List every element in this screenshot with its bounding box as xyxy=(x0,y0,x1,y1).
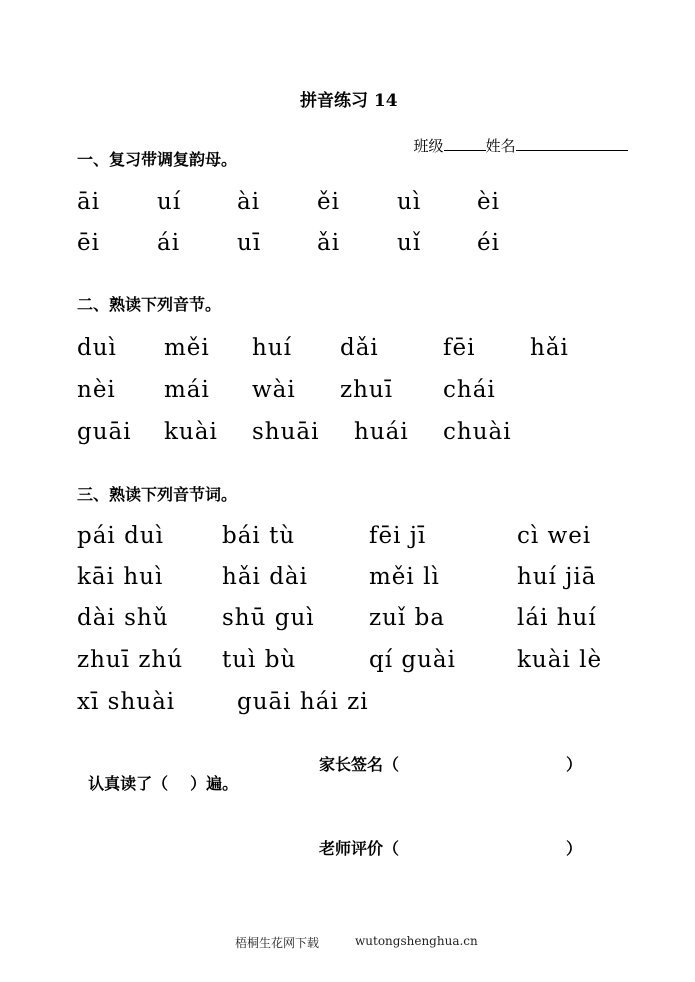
class-blank[interactable] xyxy=(444,136,486,151)
watermark-site-name: 梧桐生花网下载 xyxy=(235,936,320,950)
class-label: 班级 xyxy=(413,137,444,155)
read-count-suffix: ）遍。 xyxy=(190,774,239,793)
syllable-item: nèi xyxy=(77,377,116,403)
read-count-prefix: 认真读了（ xyxy=(88,774,169,793)
word-item: lái huí xyxy=(517,605,597,631)
word-item: měi lì xyxy=(369,564,440,590)
word-item: shū guì xyxy=(222,605,315,631)
pinyin-item: uí xyxy=(157,189,182,215)
pinyin-item: uì xyxy=(397,189,422,215)
parent-signature-close: ） xyxy=(566,755,583,774)
pinyin-item: āi xyxy=(77,189,101,215)
word-item: kāi huì xyxy=(77,564,164,590)
syllable-item: chuài xyxy=(443,419,512,445)
name-label: 姓名 xyxy=(485,137,516,155)
pinyin-item: èi xyxy=(477,189,500,215)
syllable-item: chái xyxy=(443,377,496,403)
word-item: xī shuài xyxy=(77,689,176,715)
syllable-item: měi xyxy=(164,335,210,361)
word-item: zhuī zhú xyxy=(77,647,184,673)
pinyin-item: ēi xyxy=(77,230,100,256)
word-item: tuì bù xyxy=(222,647,297,673)
syllable-item: huí xyxy=(252,335,292,361)
page-title: 拼音练习 14 xyxy=(300,91,398,111)
syllable-item: hǎi xyxy=(530,335,569,361)
syllable-item: duì xyxy=(77,335,117,361)
word-item: guāi hái zi xyxy=(237,689,369,715)
teacher-evaluation-close: ） xyxy=(566,839,583,858)
section3-heading: 三、熟读下列音节词。 xyxy=(77,485,238,504)
word-item: qí guài xyxy=(369,647,456,673)
word-item: hǎi dài xyxy=(222,564,308,590)
syllable-item: wài xyxy=(252,377,296,403)
word-item: kuài lè xyxy=(517,647,603,673)
syllable-item: fēi xyxy=(443,335,476,361)
pinyin-item: ěi xyxy=(317,189,340,215)
parent-signature-label: 家长签名（ xyxy=(319,755,400,774)
word-item: cì wei xyxy=(517,523,592,549)
pinyin-item: uǐ xyxy=(397,230,422,256)
syllable-item: dǎi xyxy=(340,335,379,361)
read-count-field[interactable] xyxy=(77,752,238,794)
teacher-evaluation-blank[interactable] xyxy=(410,834,570,856)
word-item: zuǐ ba xyxy=(369,605,446,631)
name-blank[interactable] xyxy=(516,136,628,151)
syllable-item: shuāi xyxy=(252,419,320,445)
syllable-item: zhuī xyxy=(340,377,394,403)
syllable-item: huái xyxy=(354,419,409,445)
syllable-item: mái xyxy=(164,377,210,403)
parent-signature-blank[interactable] xyxy=(410,750,570,772)
student-info xyxy=(404,117,628,156)
pinyin-item: ái xyxy=(157,230,181,256)
word-item: huí jiā xyxy=(517,564,597,590)
teacher-evaluation-label: 老师评价（ xyxy=(319,839,400,858)
word-item: bái tù xyxy=(222,523,296,549)
watermark-url: wutongshenghua.cn xyxy=(355,934,478,948)
pinyin-item: uī xyxy=(237,230,262,256)
pinyin-item: ài xyxy=(237,189,261,215)
syllable-item: kuài xyxy=(164,419,218,445)
word-item: pái duì xyxy=(77,523,164,549)
word-item: fēi jī xyxy=(369,523,427,549)
word-item: dài shǔ xyxy=(77,605,169,631)
pinyin-item: éi xyxy=(477,230,500,256)
syllable-item: guāi xyxy=(77,419,132,445)
section1-heading: 一、复习带调复韵母。 xyxy=(77,150,238,169)
section2-heading: 二、熟读下列音节。 xyxy=(77,295,222,314)
pinyin-item: ǎi xyxy=(317,230,341,256)
